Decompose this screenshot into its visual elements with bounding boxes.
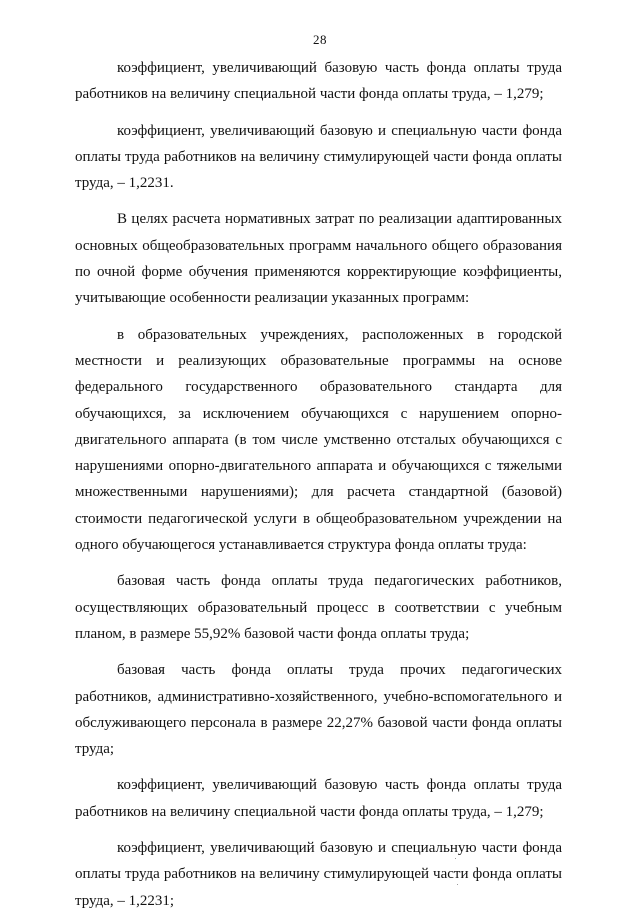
paragraph-coefficient-stimulating-repeat: коэффициент, увеличивающий базовую и специальную части фонда оплаты труда работников на величину стимулирующей части фонда оплаты труда, – 1,2231; (75, 840, 562, 909)
paragraph-coefficient-special-repeat: коэффициент, увеличивающий базовую часть фонда оплаты труда работников на величину специальной части фонда оплаты труда, – 1,279; (75, 777, 562, 820)
scan-speck (455, 858, 456, 859)
paragraph-base-part-teachers: базовая часть фонда оплаты труда педагогических работников, осуществляющих образовательный процесс в соответствии с учебным планом, в размере 55,92% базовой части фонда оплаты труда; (75, 573, 562, 642)
scan-speck (457, 884, 458, 885)
page-number: 28 (313, 32, 327, 47)
paragraph-urban-institutions: в образовательных учреждениях, расположенных в городской местности и реализующих образовательные программы на основе федерального государственного образовательного стандарта для обучающихся, за исключением обучающихся с нарушением опорно-двигательного аппарата (в том числе умственно отсталых обучающихся с нарушениями опорно-двигательного аппарата и обучающихся с тяжелыми множественными нарушениями); для расчета стандартной (базовой) стоимости педагогической услуги в общеобразовательном учреждении на одного обучающегося устанавливается структура фонда оплаты труда: (75, 326, 562, 554)
paragraph-base-part-other-staff: базовая часть фонда оплаты труда прочих педагогических работников, административно-хозяйственного, учебно-вспомогательного и обслуживающего персонала в размере 22,27% базовой части фонда оплаты труда; (75, 662, 562, 758)
paragraph-adapted-programs-intro: В целях расчета нормативных затрат по реализации адаптированных основных общеобразовательных программ начального общего образования по очной форме обучения применяются корректирующие коэффициенты, учитывающие особенности реализации указанных программ: (75, 211, 562, 307)
paragraph-coefficient-stimulating: коэффициент, увеличивающий базовую и специальную части фонда оплаты труда работников на величину стимулирующей части фонда оплаты труда, – 1,2231. (75, 122, 562, 192)
document-body (75, 55, 562, 914)
paragraph-coefficient-special: коэффициент, увеличивающий базовую часть фонда оплаты труда работников на величину специальной части фонда оплаты труда, – 1,279; (75, 60, 562, 103)
